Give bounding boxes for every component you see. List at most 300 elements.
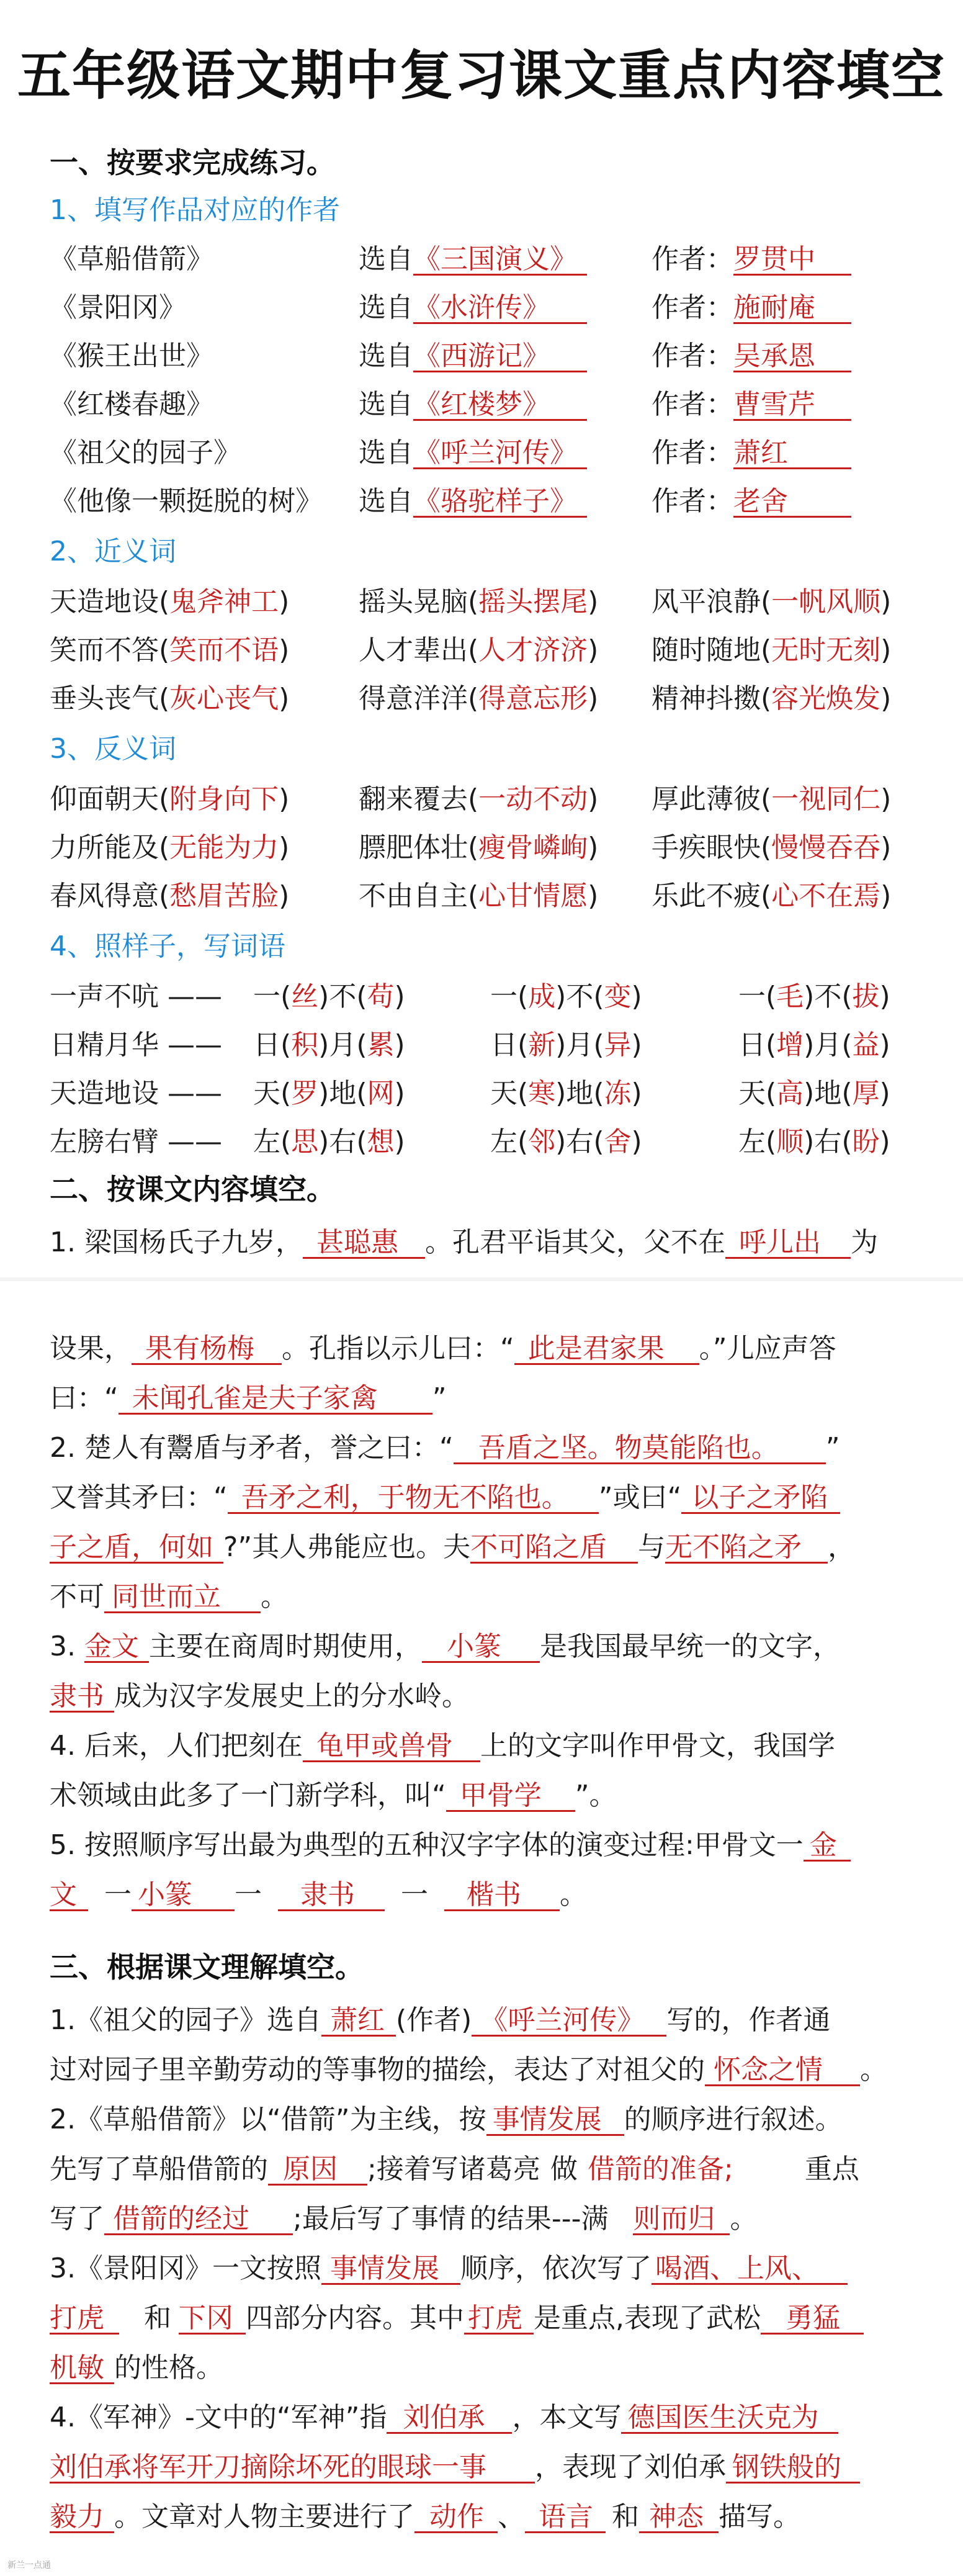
answer-blank: 则而归 xyxy=(633,2205,730,2235)
q3-line xyxy=(50,2295,864,2335)
answer-blank: 果有杨梅 xyxy=(132,1335,282,1365)
answer-blank: 同世而立 xyxy=(104,1583,261,1613)
word: 膘肥体壮 xyxy=(359,832,468,863)
answer-blank: 打虎 xyxy=(464,2304,534,2335)
answer-blank: 神态 xyxy=(639,2503,719,2533)
text: 术领域由此多了一门新学科，叫“ xyxy=(50,1780,446,1811)
q2-line xyxy=(50,1326,836,1366)
q2-line xyxy=(50,1574,288,1614)
answer-char: 丝 xyxy=(291,981,319,1012)
antonym-pair: 手疾眼快(慢慢吞吞) xyxy=(652,832,892,863)
text: 。文章对人物主要进行了 xyxy=(114,2501,414,2533)
author-prefix: 作者： xyxy=(652,437,733,469)
pattern-char: 左 xyxy=(738,1126,766,1158)
answer-blank: 吾矛之利，于物无不陷也。 xyxy=(228,1484,599,1514)
author-answer: 萧红 xyxy=(733,439,851,469)
answer-blank: 机敏 xyxy=(50,2354,114,2384)
answer-char: 变 xyxy=(604,981,632,1012)
answer-char: 益 xyxy=(852,1029,880,1061)
synonym-pair: 风平浪静(一帆风顺) xyxy=(652,586,892,618)
text: 的性格。 xyxy=(114,2352,223,2384)
subsection-antonyms-heading: 3、反义词 xyxy=(50,733,176,765)
pattern-char: 日 xyxy=(490,1029,517,1061)
pattern-answer: 左(思)右(想) xyxy=(253,1126,405,1158)
answer-char: 寒 xyxy=(528,1078,556,1109)
q3-line xyxy=(50,2395,838,2434)
answer-blank: 不可陷之盾 xyxy=(470,1533,638,1564)
answer-blank: 呼儿出 xyxy=(725,1228,851,1259)
answer-blank: 金 xyxy=(804,1831,851,1862)
answer-char: 积 xyxy=(291,1029,319,1061)
q2-line xyxy=(50,1475,840,1515)
text: 和 xyxy=(612,2501,639,2533)
text: 写的，作者通 xyxy=(666,2004,831,2036)
author-prefix: 作者： xyxy=(652,292,733,323)
answer-blank: 未闻孔雀是夫子家禽 xyxy=(119,1384,432,1415)
answer-blank: 原因 xyxy=(268,2155,367,2186)
synonym-answer: 无时无刻 xyxy=(771,634,881,666)
answer-char: 想 xyxy=(367,1126,395,1158)
example-word: 一声不吭 xyxy=(50,981,159,1012)
subsection-synonyms-heading: 2、近义词 xyxy=(50,536,176,567)
answer-blank: 吾盾之坚。物莫能陷也。 xyxy=(454,1434,826,1464)
answer-blank: 借箭的准备; xyxy=(587,2153,733,2185)
author-prefix: 作者： xyxy=(652,340,733,372)
pattern-char: 地 xyxy=(566,1078,594,1109)
answer-char: 异 xyxy=(604,1029,632,1061)
text: 做 xyxy=(550,2153,578,2185)
answer-char: 新 xyxy=(528,1029,556,1061)
author-answer: 老舍 xyxy=(733,487,851,518)
answer-blank: 小篆 xyxy=(132,1881,235,1911)
synonym-pair: 天造地设(鬼斧神工) xyxy=(50,586,290,618)
text: (作者) xyxy=(395,2004,472,2036)
answer-blank: 甚聪惠 xyxy=(303,1228,425,1259)
q2-line xyxy=(50,1425,840,1465)
text: ” xyxy=(432,1382,447,1414)
author-prefix: 作者： xyxy=(652,485,733,517)
answer-blank: 怀念之情 xyxy=(705,2056,860,2086)
word: 不由自主 xyxy=(359,880,468,912)
antonym-pair: 厚此薄彼(一视同仁) xyxy=(652,783,892,815)
section-3-heading: 三、根据课文理解填空。 xyxy=(50,1950,364,1984)
text: 主要在商周时期使用， xyxy=(148,1631,422,1662)
author-answer: 吴承恩 xyxy=(733,342,851,372)
answer-char: 网 xyxy=(367,1078,395,1109)
pattern-char: 地 xyxy=(814,1078,842,1109)
pattern-char: 右 xyxy=(329,1126,357,1158)
answer-blank: 文 xyxy=(50,1881,88,1911)
source-book-answer: 《骆驼样子》 xyxy=(413,487,587,518)
answer-char: 顺 xyxy=(776,1126,804,1158)
answer-char: 苟 xyxy=(367,981,395,1012)
antonym-answer: 瘦骨嶙峋 xyxy=(478,832,588,863)
synonym-pair: 摇头晃脑(摇头摆尾) xyxy=(359,586,599,618)
pattern-answer: 一(丝)不(苟) xyxy=(253,981,405,1012)
pattern-char: 右 xyxy=(566,1126,594,1158)
answer-char: 邻 xyxy=(528,1126,556,1158)
answer-char: 盼 xyxy=(852,1126,880,1158)
antonym-answer: 附身向下 xyxy=(169,783,279,815)
answer-blank: 以子之矛陷 xyxy=(681,1484,840,1514)
source-prefix: 选自 xyxy=(359,292,413,323)
text: 一 xyxy=(104,1879,132,1911)
text: 描写。 xyxy=(719,2501,800,2533)
author-answer: 施耐庵 xyxy=(733,294,851,324)
work-source xyxy=(359,479,587,518)
text: 写了 xyxy=(50,2203,104,2235)
pattern-char: 天 xyxy=(490,1078,517,1109)
text: 是我国最早统一的文字， xyxy=(539,1631,840,1662)
word: 人才辈出 xyxy=(359,634,468,666)
answer-char: 厚 xyxy=(852,1078,880,1109)
pattern-answer: 天(罗)地(网) xyxy=(253,1078,405,1109)
text: 、 xyxy=(498,2501,525,2533)
q2-line xyxy=(50,1872,587,1912)
pattern-example xyxy=(50,1022,222,1062)
q3-line xyxy=(50,2345,223,2385)
answer-blank: 子之盾，何如 xyxy=(50,1533,223,1564)
word: 乐此不疲 xyxy=(652,880,761,912)
source-prefix: 选自 xyxy=(359,389,413,420)
answer-char: 思 xyxy=(291,1126,319,1158)
work-source xyxy=(359,236,587,276)
synonym-answer: 灰心丧气 xyxy=(169,683,279,714)
text: ” xyxy=(825,1432,840,1464)
text: 顺序，依次写了 xyxy=(460,2253,652,2284)
pattern-answer: 日(增)月(益) xyxy=(738,1029,890,1061)
answer-char: 高 xyxy=(776,1078,804,1109)
work-title: 《祖父的园子》 xyxy=(50,437,241,469)
antonym-answer: 一动不动 xyxy=(478,783,588,815)
text: 过对园子里辛勤劳动的等事物的描绘，表达了对祖父的 xyxy=(50,2054,705,2086)
answer-blank: 小篆 xyxy=(422,1633,540,1663)
q2-line xyxy=(50,1723,835,1763)
answer-blank: 借箭的经过 xyxy=(104,2205,293,2235)
work-source xyxy=(359,285,587,325)
q2-line xyxy=(50,1220,878,1259)
pattern-answer: 一(成)不(变) xyxy=(490,981,642,1012)
pattern-char: 日 xyxy=(253,1029,280,1061)
answer-char: 成 xyxy=(528,981,556,1012)
answer-blank: 勇猛 xyxy=(761,2304,864,2335)
text: 不可 xyxy=(50,1581,104,1613)
answer-char: 拔 xyxy=(852,981,880,1012)
answer-blank: 下冈 xyxy=(179,2304,246,2335)
text: ;最后写了事情 xyxy=(293,2203,466,2235)
pattern-char: 天 xyxy=(253,1078,280,1109)
source-book-answer: 《西游记》 xyxy=(413,342,587,372)
pattern-example xyxy=(50,974,222,1014)
text: 。 xyxy=(860,2054,887,2086)
text: 一 xyxy=(401,1879,428,1911)
word: 力所能及 xyxy=(50,832,159,863)
synonym-pair: 精神抖擞(容光焕发) xyxy=(652,683,892,714)
page-title: 五年级语文期中复习课文重点内容填空 xyxy=(17,45,946,107)
example-word: 日精月华 xyxy=(50,1029,159,1061)
pattern-example xyxy=(50,1119,222,1159)
synonym-answer: 得意忘形 xyxy=(478,683,588,714)
answer-char: 增 xyxy=(776,1029,804,1061)
q2-line xyxy=(50,1673,469,1713)
q3-line xyxy=(50,2047,887,2087)
word: 摇头晃脑 xyxy=(359,586,468,618)
subsection-authors-heading: 1、填写作品对应的作者 xyxy=(50,194,340,226)
source-book-answer: 《红楼梦》 xyxy=(413,390,587,421)
pattern-char: 月 xyxy=(329,1029,357,1061)
source-book-answer: 《呼兰河传》 xyxy=(413,439,587,469)
answer-blank: 动作 xyxy=(414,2503,498,2533)
synonym-pair: 笑而不答(笑而不语) xyxy=(50,634,290,666)
q2-line xyxy=(50,1624,840,1664)
text: 4.《军神》-文中的“军神”指 xyxy=(50,2402,387,2433)
text: 上的文字叫作甲骨文，我国学 xyxy=(480,1730,835,1762)
answer-blank: 语言 xyxy=(525,2503,606,2533)
q3-line xyxy=(50,2146,859,2186)
pattern-answer: 日(新)月(异) xyxy=(490,1029,642,1061)
text: 。孔指以示儿曰：“ xyxy=(282,1333,514,1364)
pattern-char: 不 xyxy=(814,981,842,1012)
pattern-char: 不 xyxy=(566,981,594,1012)
subsection-patterns-heading: 4、照样子，写词语 xyxy=(50,930,285,962)
text: 成为汉字发展史上的分水岭。 xyxy=(114,1680,469,1712)
section-1-heading: 一、按要求完成练习。 xyxy=(50,146,335,179)
text: 。 xyxy=(261,1581,288,1613)
source-prefix: 选自 xyxy=(359,243,413,275)
text: 一 xyxy=(235,1879,262,1911)
pattern-example xyxy=(50,1071,222,1110)
word: 厚此薄彼 xyxy=(652,783,761,815)
text: 。孔君平诣其父，父不在 xyxy=(424,1227,725,1258)
work-author xyxy=(652,236,851,276)
answer-blank: 金文 xyxy=(84,1633,149,1663)
text: ;接着写诸葛亮 xyxy=(367,2153,540,2185)
antonym-answer: 无能为力 xyxy=(169,832,279,863)
q3-line xyxy=(50,2097,843,2137)
q2-line xyxy=(50,1822,851,1862)
synonym-answer: 人才济济 xyxy=(478,634,588,666)
synonym-pair: 得意洋洋(得意忘形) xyxy=(359,683,599,714)
pattern-char: 一 xyxy=(253,981,280,1012)
word: 天造地设 xyxy=(50,586,159,618)
author-prefix: 作者： xyxy=(652,389,733,420)
work-title: 《猴王出世》 xyxy=(50,340,213,372)
antonym-pair: 膘肥体壮(瘦骨嶙峋) xyxy=(359,832,599,863)
q3-line xyxy=(50,2246,848,2286)
antonym-pair: 力所能及(无能为力) xyxy=(50,832,290,863)
synonym-answer: 鬼斧神工 xyxy=(169,586,279,618)
answer-char: 冻 xyxy=(604,1078,632,1109)
section-2-heading: 二、按课文内容填空。 xyxy=(50,1173,335,1206)
dash: —— xyxy=(168,981,222,1012)
author-prefix: 作者： xyxy=(652,243,733,275)
answer-blank: 隶书 xyxy=(278,1881,385,1911)
work-author xyxy=(652,382,851,421)
author-answer: 罗贯中 xyxy=(733,245,851,276)
pattern-answer: 日(积)月(累) xyxy=(253,1029,405,1061)
work-title: 《红楼春趣》 xyxy=(50,389,213,420)
antonym-pair: 翻来覆去(一动不动) xyxy=(359,783,599,815)
antonym-pair: 仰面朝天(附身向下) xyxy=(50,783,290,815)
text: 设果， xyxy=(50,1333,132,1364)
q3-line xyxy=(50,2494,800,2534)
answer-blank: 打虎 xyxy=(50,2304,119,2335)
text: 的结果---满 xyxy=(469,2203,609,2235)
pattern-char: 天 xyxy=(738,1078,766,1109)
dash: —— xyxy=(168,1126,222,1158)
answer-blank: 此是君家果 xyxy=(514,1335,699,1365)
work-author xyxy=(652,479,851,518)
work-source xyxy=(359,333,587,373)
word: 手疾眼快 xyxy=(652,832,761,863)
work-title: 《景阳冈》 xyxy=(50,292,186,323)
pattern-char: 右 xyxy=(814,1126,842,1158)
text: ，本文写 xyxy=(512,2402,622,2433)
word: 春风得意 xyxy=(50,880,159,912)
source-prefix: 选自 xyxy=(359,340,413,372)
answer-blank: 事情发展 xyxy=(321,2254,460,2285)
text: 重点 xyxy=(804,2153,859,2185)
text: 。 xyxy=(730,2203,758,2235)
answer-blank: 钢铁般的 xyxy=(726,2453,860,2484)
antonym-answer: 慢慢吞吞 xyxy=(771,832,881,863)
text: 1.《祖父的园子》选自 xyxy=(50,2004,321,2036)
text: 1. 梁国杨氏子九岁， xyxy=(50,1227,303,1258)
text: 。”儿应声答 xyxy=(699,1333,836,1364)
text: 2. 楚人有鬻盾与矛者，誉之曰：“ xyxy=(50,1432,454,1464)
synonym-pair: 人才辈出(人才济济) xyxy=(359,634,599,666)
word: 随时随地 xyxy=(652,634,761,666)
answer-blank: 龟甲或兽骨 xyxy=(303,1732,480,1762)
pattern-char: 日 xyxy=(738,1029,766,1061)
pattern-char: 一 xyxy=(738,981,766,1012)
text: 3.《景阳冈》一文按照 xyxy=(50,2253,321,2284)
answer-blank: 刘伯承将军开刀摘除坏死的眼球一事 xyxy=(50,2453,535,2484)
antonym-answer: 愁眉苦脸 xyxy=(169,880,279,912)
synonym-pair: 垂头丧气(灰心丧气) xyxy=(50,683,290,714)
text: 3. xyxy=(50,1631,84,1662)
word: 精神抖擞 xyxy=(652,683,761,714)
answer-blank: 刘伯承 xyxy=(387,2403,512,2434)
antonym-answer: 心甘情愿 xyxy=(478,880,588,912)
text: 的顺序进行叙述。 xyxy=(624,2104,843,2135)
source-prefix: 选自 xyxy=(359,437,413,469)
text: 。 xyxy=(560,1879,587,1911)
answer-blank: 无不陷之矛 xyxy=(665,1533,828,1564)
source-prefix: 选自 xyxy=(359,485,413,517)
antonym-pair: 乐此不疲(心不在焉) xyxy=(652,880,892,912)
word: 仰面朝天 xyxy=(50,783,159,815)
antonym-answer: 一视同仁 xyxy=(771,783,881,815)
word: 风平浪静 xyxy=(652,586,761,618)
answer-blank: 《呼兰河传》 xyxy=(472,2006,666,2037)
antonym-pair: 春风得意(愁眉苦脸) xyxy=(50,880,290,912)
footer-watermark: 新兰一点通 xyxy=(7,2560,51,2570)
answer-char: 罗 xyxy=(291,1078,319,1109)
pattern-answer: 左(顺)右(盼) xyxy=(738,1126,890,1158)
work-source xyxy=(359,382,587,421)
text: 4. 后来，人们把刻在 xyxy=(50,1730,303,1762)
answer-blank: 德国医生沃克为 xyxy=(621,2403,838,2434)
answer-blank: 甲骨学 xyxy=(446,1781,575,1812)
pattern-char: 左 xyxy=(490,1126,517,1158)
dash: —— xyxy=(168,1029,222,1061)
answer-blank: 萧红 xyxy=(321,2006,396,2037)
q2-line xyxy=(50,1524,855,1564)
pattern-answer: 一(毛)不(拔) xyxy=(738,981,890,1012)
pattern-char: 不 xyxy=(329,981,357,1012)
text: 是重点,表现了武松 xyxy=(534,2302,761,2334)
work-author xyxy=(652,333,851,373)
work-title: 《草船借箭》 xyxy=(50,243,213,275)
word: 垂头丧气 xyxy=(50,683,159,714)
source-book-answer: 《水浒传》 xyxy=(413,294,587,324)
antonym-pair: 不由自主(心甘情愿) xyxy=(359,880,599,912)
text: ”或曰“ xyxy=(598,1482,682,1513)
word: 翻来覆去 xyxy=(359,783,468,815)
synonym-answer: 容光焕发 xyxy=(771,683,881,714)
dash: —— xyxy=(168,1078,222,1109)
q2-line xyxy=(50,1773,617,1813)
page-seam xyxy=(0,1277,963,1281)
pattern-char: 左 xyxy=(253,1126,280,1158)
source-book-answer: 《三国演义》 xyxy=(413,245,587,276)
text: 为 xyxy=(850,1227,878,1258)
pattern-answer: 左(邻)右(舍) xyxy=(490,1126,642,1158)
answer-blank: 毅力 xyxy=(50,2503,114,2533)
q3-line xyxy=(50,2444,860,2484)
text: 曰：“ xyxy=(50,1382,119,1414)
pattern-char: 地 xyxy=(329,1078,357,1109)
example-word: 天造地设 xyxy=(50,1078,159,1109)
pattern-char: 月 xyxy=(814,1029,842,1061)
text: 和 xyxy=(144,2302,171,2334)
pattern-char: 月 xyxy=(566,1029,594,1061)
answer-char: 毛 xyxy=(776,981,804,1012)
word: 笑而不答 xyxy=(50,634,159,666)
synonym-answer: 笑而不语 xyxy=(169,634,279,666)
answer-char: 舍 xyxy=(604,1126,632,1158)
author-answer: 曹雪芹 xyxy=(733,390,851,421)
work-title: 《他像一颗挺脱的树》 xyxy=(50,485,323,517)
text: 2.《草船借箭》以“借箭”为主线，按 xyxy=(50,2104,486,2135)
text: 又誉其矛曰：“ xyxy=(50,1482,228,1513)
text: 与 xyxy=(638,1531,666,1563)
q3-line xyxy=(50,1997,830,2037)
text: ， xyxy=(828,1531,856,1563)
pattern-answer: 天(高)地(厚) xyxy=(738,1078,890,1109)
work-author xyxy=(652,285,851,325)
pattern-answer: 天(寒)地(冻) xyxy=(490,1078,642,1109)
synonym-pair: 随时随地(无时无刻) xyxy=(652,634,892,666)
q3-line xyxy=(50,2196,757,2236)
text: 5. 按照顺序写出最为典型的五种汉字字体的演变过程:甲骨文一 xyxy=(50,1829,804,1861)
text: 四部分内容。其中 xyxy=(246,2302,464,2334)
work-source xyxy=(359,430,587,470)
synonym-answer: 一帆风顺 xyxy=(771,586,881,618)
answer-blank: 事情发展 xyxy=(486,2105,624,2136)
synonym-answer: 摇头摆尾 xyxy=(478,586,588,618)
answer-blank: 喝酒、上风、 xyxy=(652,2254,848,2285)
answer-char: 累 xyxy=(367,1029,395,1061)
text: 先写了草船借箭的 xyxy=(50,2153,268,2185)
example-word: 左膀右臂 xyxy=(50,1126,159,1158)
antonym-answer: 心不在焉 xyxy=(771,880,881,912)
word: 得意洋洋 xyxy=(359,683,468,714)
pattern-char: 一 xyxy=(490,981,517,1012)
text: ?”其人弗能应也。夫 xyxy=(223,1531,471,1563)
answer-blank: 楷书 xyxy=(444,1881,560,1911)
